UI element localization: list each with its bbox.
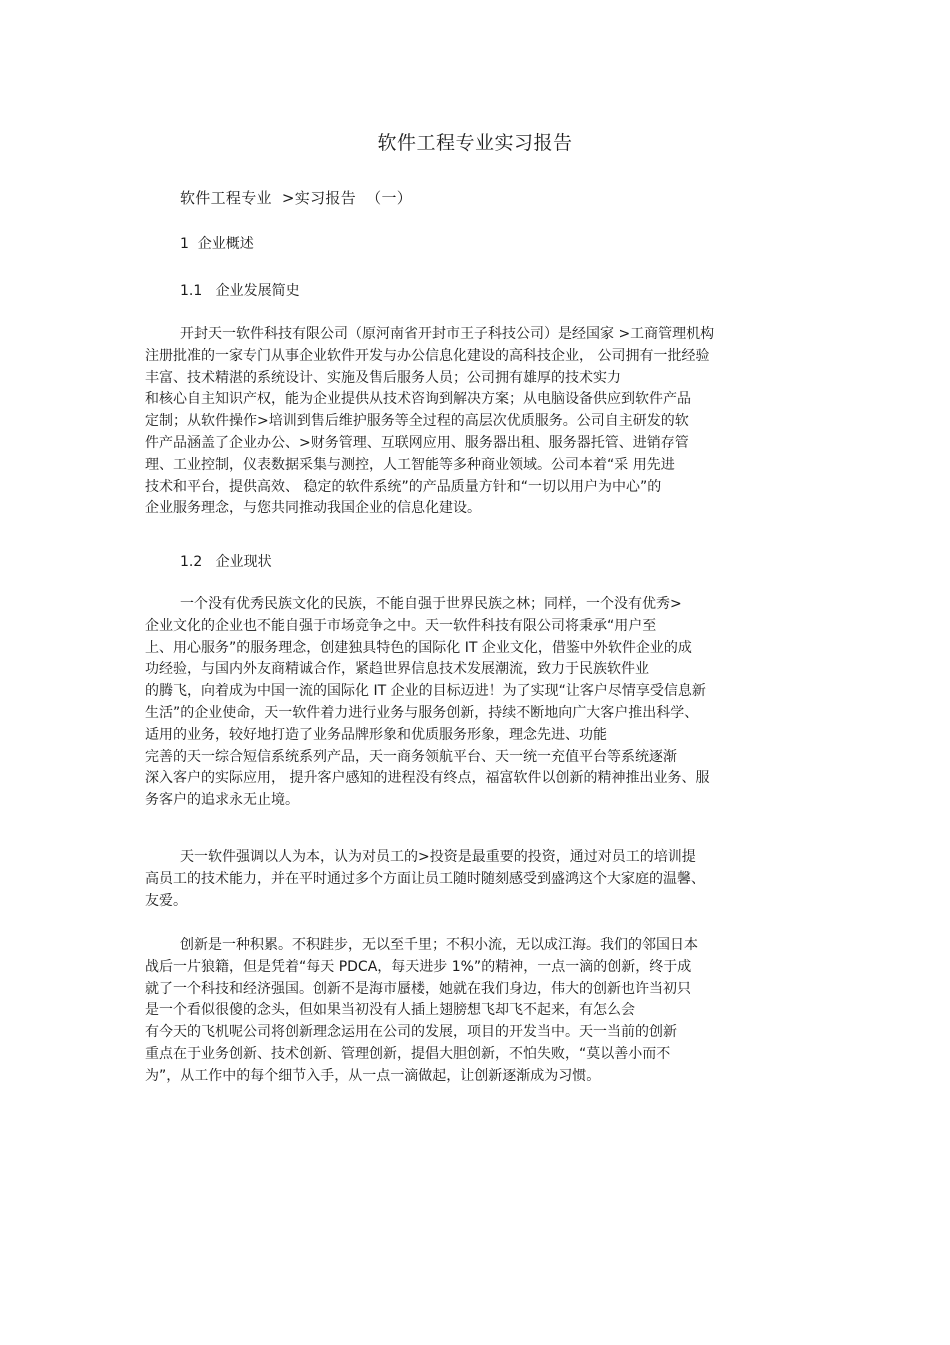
paragraph-line: 功经验，与国内外友商精诚合作，紧趋世界信息技术发展潮流，致力于民族软件业 [145, 661, 649, 678]
document-subtitle: 软件工程专业 >实习报告 （一） [180, 189, 413, 207]
paragraph-line: 是一个看似很傻的念头，但如果当初没有人插上翅膀想飞却飞不起来，有怎么会 [145, 1002, 635, 1019]
paragraph-company-status [145, 594, 825, 812]
paragraph-line: 丰富、技术精湛的系统设计、实施及售后服务人员；公司拥有雄厚的技术实力 [145, 369, 621, 386]
paragraph-line: 完善的天一综合短信系统系列产品，天一商务领航平台、天一统一充值平台等系统逐渐 [145, 748, 677, 765]
document-title: 软件工程专业实习报告 [377, 132, 573, 154]
paragraph-line: 战后一片狼籍，但是凭着“每天 PDCA，每天进步 1%”的精神，一点一滴的创新，终于成 [145, 958, 692, 975]
section-heading-1: 1 企业概述 [180, 236, 254, 252]
paragraph-innovation [145, 935, 825, 1088]
paragraph-line: 开封天一软件科技有限公司（原河南省开封市王子科技公司）是经国家 >工商管理机构 [180, 326, 715, 342]
section-heading-1-2: 1.2 企业现状 [180, 554, 272, 570]
paragraph-line: 和核心自主知识产权，能为企业提供从技术咨询到解决方案；从电脑设备供应到软件产品 [145, 391, 691, 408]
paragraph-line: 企业文化的企业也不能自强于市场竞争之中。天一软件科技有限公司将秉承“用户至 [145, 617, 657, 634]
paragraph-line: 的腾飞，向着成为中国一流的国际化 IT 企业的目标迈进！为了实现“让客户尽情享受信息新 [145, 683, 706, 700]
paragraph-line: 天一软件强调以人为本，认为对员工的>投资是最重要的投资，通过对员工的培训提 [180, 849, 696, 865]
paragraph-line: 件产品涵盖了企业办公、>财务管理、互联网应用、服务器出租、服务器托管、进销存管 [145, 434, 689, 451]
paragraph-company-history [145, 324, 825, 520]
paragraph-line: 重点在于业务创新、技术创新、管理创新，提倡大胆创新，不怕失败，“莫以善小而不 [145, 1045, 671, 1062]
paragraph-line: 为”，从工作中的每个细节入手，从一点一滴做起，让创新逐渐成为习惯。 [145, 1067, 601, 1084]
paragraph-line: 注册批准的一家专门从事企业软件开发与办公信息化建设的高科技企业， 公司拥有一批经验 [145, 347, 710, 364]
paragraph-line: 有今天的飞机呢公司将创新理念运用在公司的发展，项目的开发当中。天一当前的创新 [145, 1024, 677, 1041]
paragraph-line: 定制；从软件操作>培训到售后维护服务等全过程的高层次优质服务。公司自主研发的软 [145, 413, 689, 430]
paragraph-line: 企业服务理念，与您共同推动我国企业的信息化建设。 [145, 500, 481, 517]
paragraph-line: 深入客户的实际应用， 提升客户感知的进程没有终点，福富软件以创新的精神推出业务、服 [145, 770, 710, 787]
paragraph-line: 生活”的企业使命，天一软件着力进行业务与服务创新，持续不断地向广大客户推出科学、 [145, 704, 699, 721]
paragraph-line: 友爱。 [145, 892, 187, 909]
paragraph-line: 创新是一种积累。不积跬步，无以至千里；不积小流，无以成江海。我们的邻国日本 [180, 937, 698, 953]
paragraph-line: 技术和平台，提供高效、 稳定的软件系统”的产品质量方针和“一切以用户为中心”的 [145, 478, 662, 495]
section-heading-1-1: 1.1 企业发展简史 [180, 283, 300, 299]
paragraph-line: 务客户的追求永无止境。 [145, 792, 299, 809]
paragraph-line: 高员工的技术能力，并在平时通过多个方面让员工随时随刻感受到盛鸿这个大家庭的温馨、 [145, 870, 705, 887]
paragraph-line: 适用的业务，较好地打造了业务品牌形象和优质服务形象，理念先进、功能 [145, 726, 607, 743]
paragraph-line: 一个没有优秀民族文化的民族，不能自强于世界民族之林；同样，一个没有优秀> [180, 596, 682, 612]
paragraph-line: 理、工业控制，仪表数据采集与测控，人工智能等多种商业领域。公司本着“采 用先进 [145, 456, 675, 473]
paragraph-line: 就了一个科技和经济强国。创新不是海市蜃楼，她就在我们身边，伟大的创新也许当初只 [145, 980, 691, 997]
paragraph-people-oriented [145, 847, 825, 912]
paragraph-line: 上、用心服务”的服务理念，创建独具特色的国际化 IT 企业文化，借鉴中外软件企业的成 [145, 639, 692, 656]
